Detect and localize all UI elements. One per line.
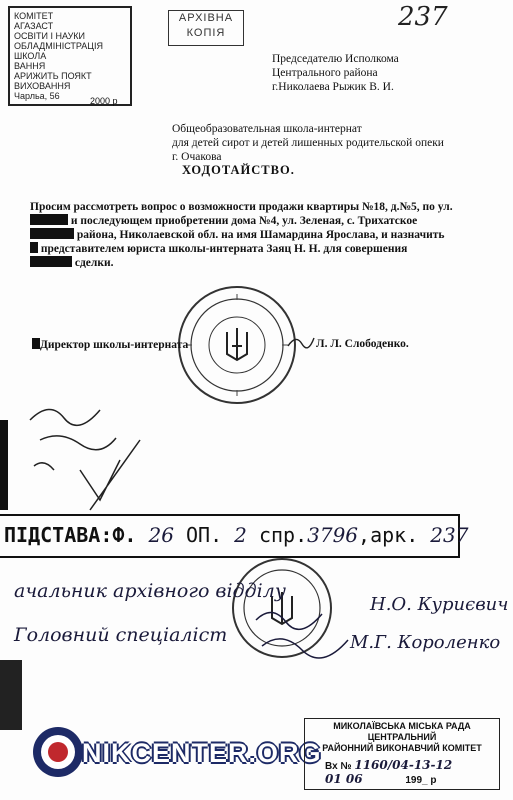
school-round-seal: [178, 286, 296, 404]
registry-line1: МИКОЛАЇВСЬКА МІСЬКА РАДА: [333, 721, 471, 731]
school-block: [172, 122, 444, 164]
body-line: сделки.: [30, 256, 482, 270]
registry-in-row: [305, 760, 499, 772]
redaction-bar: [32, 338, 40, 349]
signature-marks: [252, 600, 352, 660]
registry-year: 199_ р: [405, 775, 437, 786]
body-text: [30, 200, 482, 270]
registry-date-row: [305, 774, 499, 786]
addressee-line: Председателю Исполкома: [272, 53, 399, 65]
school-stamp-line: ШКОЛА: [14, 51, 47, 61]
school-line: для детей сирот и детей лишенных родительской опеки: [172, 137, 444, 149]
body-line: представителем юриста школы-интерната Заяц Н. Н. для совершения: [30, 242, 482, 256]
specialist-text: Головний спеціаліст: [14, 624, 228, 646]
basis-spr-label: спр.: [258, 523, 308, 547]
registry-in-label: Вх №: [325, 761, 352, 772]
basis-opis-label: ОП.: [186, 523, 223, 547]
archive-copy-stamp: [168, 10, 244, 46]
nikcenter-logo-icon: [30, 724, 86, 780]
school-stamp-line: КОМІТЕТ: [14, 11, 54, 21]
body-line: района, Николаевской обл. на имя Шамардина Ярослава, и назначить: [30, 228, 482, 242]
signature-mark: [286, 332, 316, 352]
page-number: 237: [398, 2, 448, 32]
school-stamp-line: АРИЖИТЬ ПОЯКТ: [14, 71, 92, 81]
registry-date: 01 06: [325, 772, 363, 786]
school-stamp-line: АГАЗАСТ: [14, 21, 54, 31]
school-stamp-line: ОБЛАДМІНІСТРАЦІЯ: [14, 41, 103, 51]
registry-line3: РАЙОННИЙ ВИКОНАВЧИЙ КОМІТЕТ: [322, 743, 482, 753]
redaction-bar: [30, 256, 72, 267]
basis-ark-label: ,арк.: [358, 523, 419, 547]
addressee-line: г.Николаева Рыжик В. И.: [272, 81, 394, 93]
redaction-bar: [30, 228, 74, 239]
school-stamp: [8, 6, 132, 106]
addressee-line: Центрального района: [272, 67, 378, 79]
basis-ark: 237: [430, 523, 469, 547]
body-line: и последующем приобретении дома №4, ул. Зеленая, с. Трихатское: [30, 214, 482, 228]
basis-spr: 3796: [307, 523, 359, 547]
registry-line2: ЦЕНТРАЛЬНИЙ: [367, 732, 437, 742]
school-stamp-date: 2000 р: [90, 96, 118, 106]
signer2-name: М.Г. Короленко: [350, 632, 501, 653]
addressee-block: [272, 52, 399, 94]
school-line: г. Очакова: [172, 151, 222, 163]
scan-edge: [0, 660, 22, 730]
handwritten-note: [20, 380, 160, 520]
registry-stamp: [304, 718, 500, 790]
director-label: Директор школы-интерната: [32, 338, 188, 351]
body-line: Просим рассмотреть вопрос о возможности продажи квартиры №18, д.№5, по ул.: [30, 201, 453, 213]
archive-stamp-line1: АРХІВНА: [178, 12, 234, 24]
school-stamp-line: Чарльа, 56: [14, 91, 60, 101]
basis-opis: 2: [234, 523, 247, 547]
registry-in-number: 1160/04-13-12: [354, 758, 453, 772]
school-line: Общеобразовательная школа-интернат: [172, 123, 362, 135]
basis-label: ПІДСТАВА:Ф.: [4, 523, 137, 547]
watermark-text: NIKCENTER.ORG: [82, 738, 322, 768]
archive-stamp-line2: КОПІЯ: [186, 27, 226, 39]
director-name: Л. Л. Слободенко.: [316, 338, 409, 350]
redaction-bar: [30, 214, 68, 225]
signer1-name: Н.О. Куриєвич: [370, 594, 509, 615]
school-stamp-line: ВАННЯ: [14, 61, 46, 71]
archive-basis-box: [0, 514, 469, 558]
head-archive-text: ачальник архівного відділу: [14, 580, 286, 602]
scan-edge: [0, 420, 8, 510]
basis-fond: 26: [148, 523, 174, 547]
document-title: ХОДОТАЙСТВО.: [182, 163, 295, 177]
school-stamp-line: ВИХОВАННЯ: [14, 81, 71, 91]
school-stamp-line: ОСВІТИ І НАУКИ: [14, 31, 86, 41]
redaction-bar: [30, 242, 38, 253]
trident-emblem-icon: [180, 288, 294, 402]
